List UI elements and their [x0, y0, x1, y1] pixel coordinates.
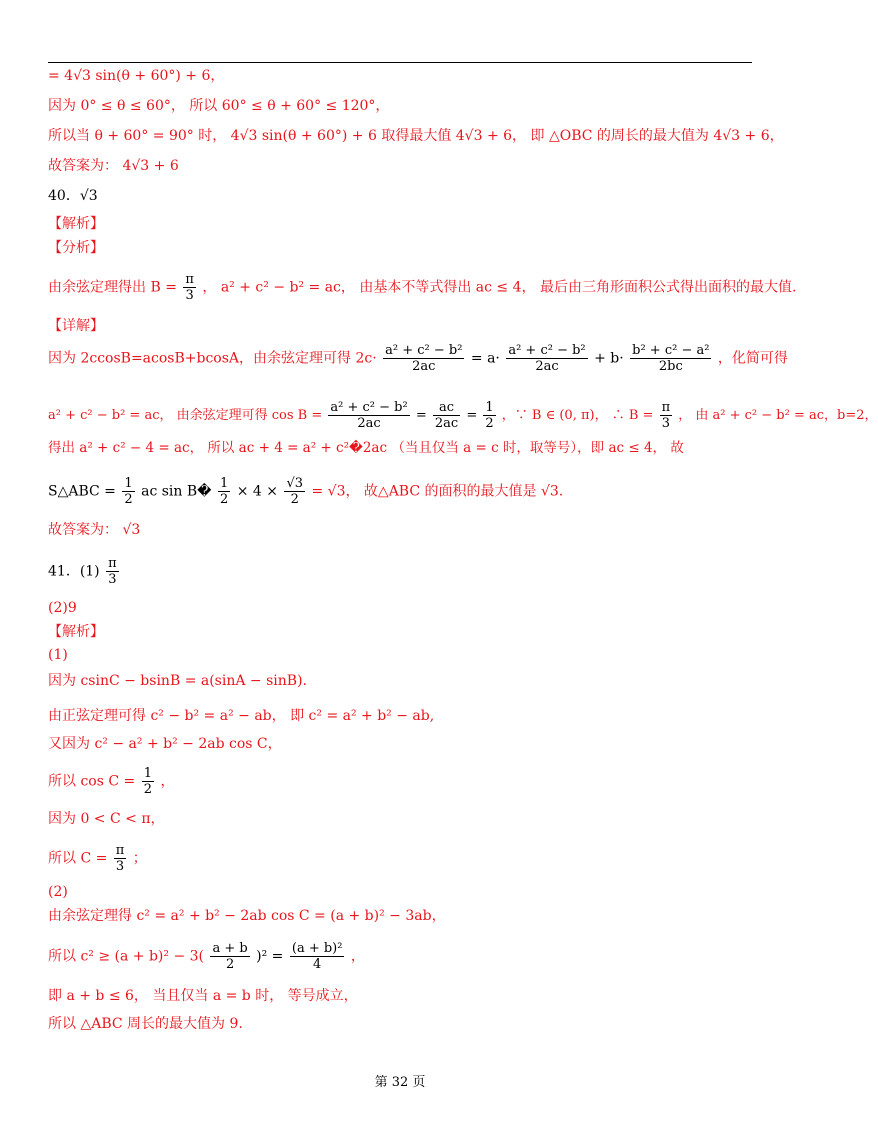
text-segment: )² = — [256, 948, 284, 965]
fraction-den: 2ac — [535, 359, 559, 374]
fraction — [114, 843, 127, 874]
text-segment: ， — [160, 773, 175, 790]
text-segment: + b· — [594, 350, 624, 367]
text-segment: 因为 2ccosB=acosB+bcosA，由余弦定理可得 2c· — [48, 350, 377, 367]
fraction-num: 1 — [485, 400, 494, 415]
fraction — [630, 343, 711, 374]
fraction-num: π — [661, 400, 671, 415]
fraction-num: a + b — [212, 941, 248, 956]
fraction-den: 4 — [313, 957, 322, 972]
section-label: 【解析】 — [48, 216, 104, 232]
answer-line — [48, 556, 121, 587]
text-segment: ，化简可得 — [717, 350, 788, 367]
text-segment: 41．(1) — [48, 563, 100, 580]
text-line: = 4√3 sin(θ + 60°) + 6， — [48, 68, 225, 84]
text-line: 因为 0 < C < π， — [48, 811, 165, 827]
text-line: 又因为 c² − a² + b² − 2ab cos C， — [48, 736, 282, 752]
text-line: 由正弦定理可得 c² − b² = a² − ab， 即 c² = a² + b² − ab, — [48, 708, 435, 724]
fraction-num: a² + c² − b² — [508, 343, 586, 358]
fraction — [210, 941, 249, 972]
text-line — [48, 476, 563, 507]
text-segment: ； — [132, 850, 147, 867]
fraction-num: ac — [433, 400, 460, 416]
answer-number: 40．√3 — [48, 188, 98, 204]
text-line: (2)9 — [48, 600, 77, 616]
text-segment: ， 由 a² + c² − b² = ac，b=2， — [678, 408, 878, 423]
text-line: 由余弦定理得 c² = a² + b² − 2ab cos C = (a + b)² − 3ab， — [48, 908, 446, 924]
text-line: (2) — [48, 884, 68, 900]
fraction — [183, 272, 196, 303]
fraction-num: b² + c² − a² — [632, 343, 710, 358]
section-label: 【分析】 — [48, 240, 104, 256]
text-line: 故答案为： 4√3 + 6 — [48, 158, 179, 174]
text-segment: 由余弦定理得出 B = — [48, 279, 177, 296]
text-segment: ， a² + c² − b² = ac， 由基本不等式得出 ac ≤ 4， 最后由三角形面积公式得出面积的最大值. — [202, 279, 797, 296]
text-segment: ，∵ B ∈ (0, π)， ∴ B = — [501, 408, 654, 423]
text-line: 所以当 θ + 60° = 90° 时， 4√3 sin(θ + 60°) + 6 取得最大值 4√3 + 6， 即 △OBC 的周长的最大值为 4√3 + 6， — [48, 128, 784, 144]
fraction-num: 1 — [219, 476, 229, 491]
fraction-den: 3 — [661, 416, 670, 431]
text-segment: × 4 × — [236, 483, 278, 500]
text-line — [48, 272, 796, 303]
fraction — [328, 400, 409, 431]
text-line: 所以 △ABC 周长的最大值为 9. — [48, 1016, 243, 1032]
fraction-num: a² + c² − b² — [385, 343, 463, 358]
fraction-den: 2 — [225, 957, 235, 972]
text-segment: 所以 C = — [48, 850, 108, 867]
fraction — [383, 343, 464, 374]
text-line — [48, 343, 788, 374]
text-segment: 所以 c² ≥ (a + b)² − 3( — [48, 948, 205, 965]
fraction-den: 2 — [143, 782, 152, 797]
fraction-den: 3 — [185, 288, 194, 303]
text-line: 因为 csinC − bsinB = a(sinA − sinB). — [48, 673, 307, 689]
fraction-den: 2ac — [357, 416, 381, 431]
text-line — [48, 843, 147, 874]
text-line — [48, 400, 878, 431]
fraction — [506, 343, 587, 374]
fraction-den: 3 — [108, 572, 117, 587]
header-rule — [48, 62, 752, 63]
text-line: 因为 0° ≤ θ ≤ 60°， 所以 60° ≤ θ + 60° ≤ 120°， — [48, 98, 390, 114]
fraction — [433, 400, 460, 431]
text-segment: = — [415, 408, 431, 423]
section-label: 【详解】 — [48, 318, 104, 334]
text-line: (1) — [48, 647, 68, 663]
text-line: 即 a + b ≤ 6， 当且仅当 a = b 时， 等号成立， — [48, 988, 358, 1004]
fraction-den: 3 — [115, 859, 125, 874]
text-segment: = a· — [470, 350, 500, 367]
text-segment: = — [466, 408, 482, 423]
fraction-den: 2bc — [658, 359, 683, 374]
text-segment: = √3， 故△ABC 的面积的最大值是 √3. — [311, 483, 564, 500]
fraction-den: 2 — [124, 492, 133, 507]
text-segment: 所以 cos C = — [48, 773, 136, 790]
text-segment: S△ABC = — [48, 483, 116, 500]
text-line — [48, 941, 365, 972]
fraction — [122, 476, 134, 507]
fraction — [483, 400, 495, 431]
text-segment: ， — [350, 948, 365, 965]
text-line: 得出 a² + c² − 4 = ac， 所以 ac + 4 = a² + c²�2ac （当且仅当 a = c 时，取等号），即 ac ≤ 4， 故 — [48, 440, 684, 456]
section-label: 【解析】 — [48, 624, 104, 640]
fraction — [284, 476, 305, 507]
fraction-num: π — [108, 556, 117, 571]
page-number: 第 32 页 — [374, 1075, 426, 1090]
fraction-num: a² + c² − b² — [330, 400, 408, 415]
fraction-num: π — [185, 272, 194, 287]
fraction — [106, 556, 119, 587]
text-line: 故答案为： √3 — [48, 522, 141, 538]
fraction-den: 2 — [485, 416, 494, 431]
fraction-den: 2ac — [434, 416, 459, 431]
fraction-num: √3 — [286, 476, 304, 491]
fraction-num: (a + b)² — [291, 941, 343, 956]
fraction — [660, 400, 673, 431]
text-segment: a² + c² − b² = ac， 由余弦定理可得 cos B = — [48, 408, 323, 423]
fraction — [142, 766, 154, 797]
fraction-num: 1 — [143, 766, 152, 781]
fraction — [218, 476, 230, 507]
fraction — [290, 941, 345, 972]
fraction-den: 2 — [290, 492, 299, 507]
fraction-den: 2ac — [412, 359, 436, 374]
text-segment: ac sin B� — [141, 483, 212, 500]
text-line — [48, 766, 174, 797]
fraction-num: π — [115, 843, 125, 858]
fraction-num: 1 — [124, 476, 133, 491]
fraction-den: 2 — [219, 492, 229, 507]
